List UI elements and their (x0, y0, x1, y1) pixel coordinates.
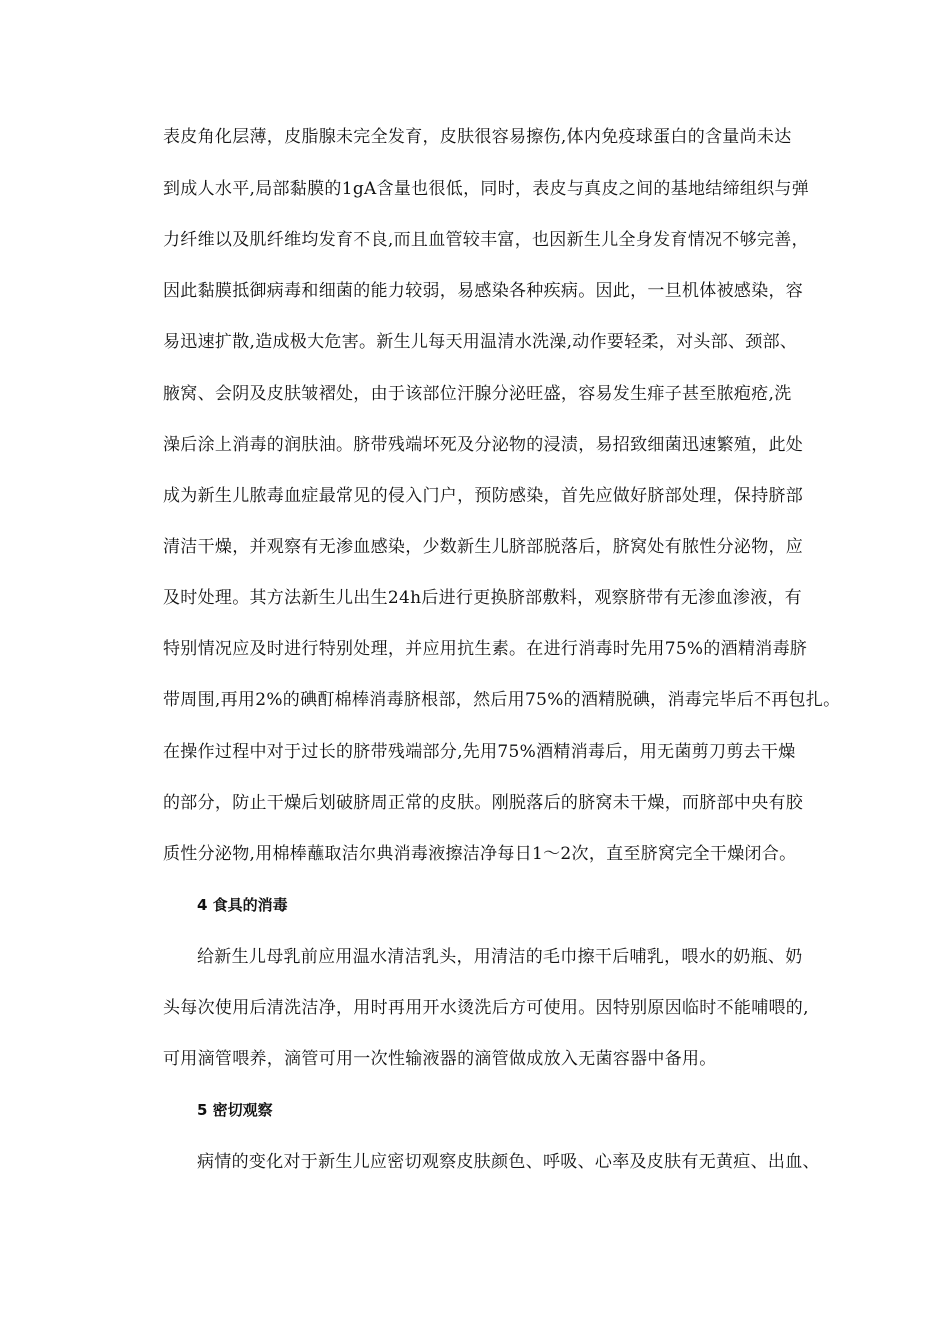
paragraph-line: 在操作过程中对于过长的脐带残端部分,先用75%酒精消毒后，用无菌剪刀剪去干燥 (163, 742, 796, 762)
paragraph-line: 因此黏膜抵御病毒和细菌的能力较弱，易感染各种疾病。因此，一旦机体被感染，容 (163, 281, 804, 301)
paragraph-line: 表皮角化层薄，皮脂腺未完全发育，皮肤很容易擦伤,体内免疫球蛋白的含量尚未达 (163, 127, 792, 147)
paragraph-line: 的部分，防止干燥后划破脐周正常的皮肤。刚脱落后的脐窝未干燥，而脐部中央有胶 (163, 793, 804, 813)
paragraph-line: 成为新生儿脓毒血症最常见的侵入门户，预防感染，首先应做好脐部处理，保持脐部 (163, 486, 804, 506)
paragraph-line: 特别情况应及时进行特别处理，并应用抗生素。在进行消毒时先用75%的酒精消毒脐 (163, 639, 808, 659)
paragraph-line: 病情的变化对于新生儿应密切观察皮肤颜色、呼吸、心率及皮肤有无黄疸、出血、 (197, 1152, 820, 1172)
paragraph-line: 力纤维以及肌纤维均发育不良,而且血管较丰富，也因新生儿全身发育情况不够完善， (163, 230, 809, 250)
paragraph-line: 易迅速扩散,造成极大危害。新生儿每天用温清水洗澡,动作要轻柔，对头部、颈部、 (163, 332, 798, 352)
paragraph-line: 头每次使用后清洗洁净，用时再用开水烫洗后方可使用。因特别原因临时不能哺喂的, (163, 998, 809, 1018)
section-heading-close-observation: 5 密切观察 (197, 1101, 273, 1119)
paragraph-line: 给新生儿母乳前应用温水清洁乳头，用清洁的毛巾擦干后哺乳，喂水的奶瓶、奶 (197, 947, 803, 967)
paragraph-line: 带周围,再用2%的碘酊棉棒消毒脐根部，然后用75%的酒精脱碘，消毒完毕后不再包扎。 (163, 690, 841, 710)
paragraph-line: 到成人水平,局部黏膜的1gA含量也很低，同时，表皮与真皮之间的基地结缔组织与弹 (163, 179, 810, 199)
paragraph-line: 及时处理。其方法新生儿出生24h后进行更换脐部敷料，观察脐带有无渗血渗液，有 (163, 588, 802, 608)
paragraph-line: 质性分泌物,用棉棒蘸取洁尔典消毒液擦洁净每日1～2次，直至脐窝完全干燥闭合。 (163, 844, 797, 864)
paragraph-line: 澡后涂上消毒的润肤油。脐带残端坏死及分泌物的浸渍，易招致细菌迅速繁殖，此处 (163, 435, 804, 455)
paragraph-line: 可用滴管喂养，滴管可用一次性输液器的滴管做成放入无菌容器中备用。 (163, 1049, 717, 1069)
paragraph-line: 腋窝、会阴及皮肤皱褶处，由于该部位汗腺分泌旺盛，容易发生痱子甚至脓疱疮,洗 (163, 384, 792, 404)
section-heading-tableware-disinfection: 4 食具的消毒 (197, 896, 288, 914)
paragraph-line: 清洁干燥，并观察有无渗血感染，少数新生儿脐部脱落后，脐窝处有脓性分泌物，应 (163, 537, 804, 557)
